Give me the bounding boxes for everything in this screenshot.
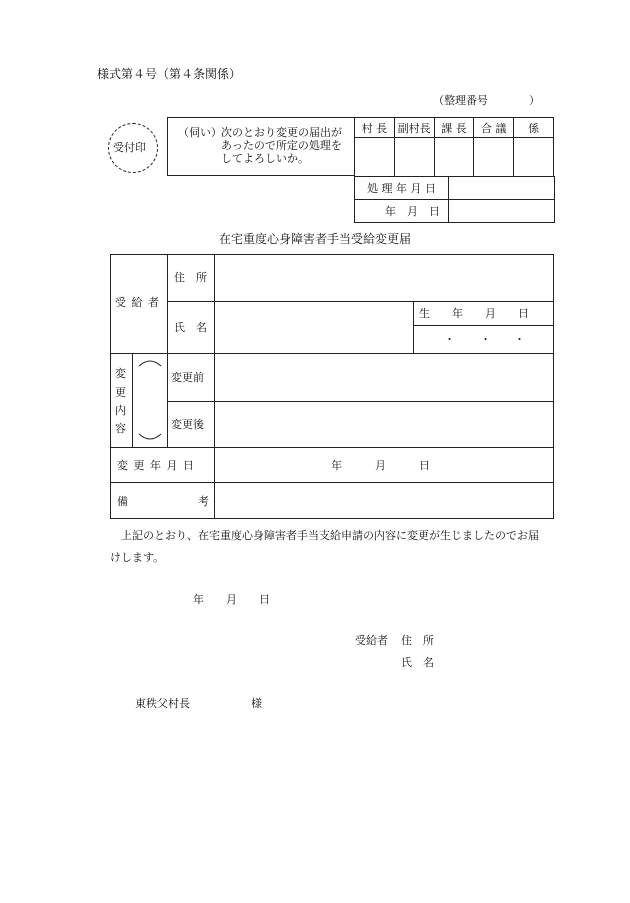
approval-header-staff: 係: [514, 118, 554, 138]
signature-address-label: 住 所: [401, 634, 434, 647]
before-change-label: 変更前: [171, 371, 204, 384]
inquiry-prefix: （伺い）: [178, 126, 222, 139]
approval-header-mayor: 村 長: [355, 118, 395, 138]
address-field[interactable]: [215, 255, 553, 300]
submission-date[interactable]: 年 月 日: [193, 593, 270, 606]
change-date-label: 変 更 年 月 日: [117, 459, 195, 472]
birth-date-label: 生 年 月 日: [419, 307, 529, 320]
approval-header-consultation: 合 議: [474, 118, 514, 138]
processing-date-field[interactable]: [449, 177, 555, 200]
change-label-char-4: 容: [115, 422, 126, 435]
processing-date-value-field[interactable]: [449, 200, 555, 223]
inquiry-line-1: 次のとおり変更の届出が: [221, 126, 342, 139]
ledger-number-label: （整理番号: [433, 94, 488, 107]
after-change-label: 変更後: [171, 418, 204, 431]
declaration-line-1: 上記のとおり、在宅重度心身障害者手当支給申請の内容に変更が生じましたのでお届: [121, 529, 539, 542]
change-date-value[interactable]: 年 月 日: [331, 459, 430, 472]
processing-date-label: 処 理 年 月 日: [355, 177, 449, 200]
seal-cell-staff[interactable]: [514, 138, 554, 177]
addressee-honorific: 様: [251, 697, 262, 710]
remarks-label-right: 考: [198, 495, 209, 508]
seal-cell-consultation[interactable]: [474, 138, 514, 177]
remarks-field[interactable]: [215, 483, 553, 518]
addressee-name: 東秩父村長: [135, 697, 190, 710]
birth-date-field[interactable]: [414, 326, 553, 352]
ledger-number-close: ）: [529, 94, 540, 107]
seal-cell-section-chief[interactable]: [434, 138, 474, 177]
birth-date-separator-3: ・: [514, 333, 525, 346]
name-label: 氏 名: [174, 321, 207, 334]
change-label-char-1: 変: [115, 367, 126, 380]
inquiry-line-3: してよろしいか。: [221, 152, 309, 165]
after-change-field[interactable]: [215, 402, 553, 446]
approval-header-deputy: 副村長: [394, 118, 434, 138]
reception-stamp: [108, 123, 158, 173]
signature-name-label: 氏 名: [401, 656, 434, 669]
declaration-line-2: けします。: [110, 551, 165, 564]
form-number: 様式第４号（第４条関係）: [97, 67, 242, 81]
processing-date-format: 年 月 日: [355, 200, 449, 223]
change-label-char-3: 内: [115, 404, 126, 417]
reception-stamp-label: 受付印: [113, 141, 146, 154]
remarks-label-left: 備: [117, 495, 128, 508]
processing-date-table: [354, 176, 555, 223]
seal-cell-mayor[interactable]: [355, 138, 395, 177]
birth-date-separator-2: ・: [480, 333, 491, 346]
approval-table: [354, 117, 554, 177]
seal-cell-deputy[interactable]: [394, 138, 434, 177]
approval-header-section-chief: 課 長: [434, 118, 474, 138]
inquiry-line-2: あったので所定の処理を: [221, 139, 342, 152]
birth-date-separator-1: ・: [444, 333, 455, 346]
bracket-decoration: [133, 354, 167, 446]
form-title: 在宅重度心身障害者手当受給変更届: [218, 232, 411, 246]
change-label-char-2: 更: [115, 386, 126, 399]
signature-recipient-label: 受給者: [355, 634, 388, 647]
name-field[interactable]: [215, 302, 412, 352]
before-change-field[interactable]: [215, 354, 553, 400]
recipient-section-label: 受 給 者: [115, 296, 160, 309]
address-label: 住 所: [174, 271, 207, 284]
